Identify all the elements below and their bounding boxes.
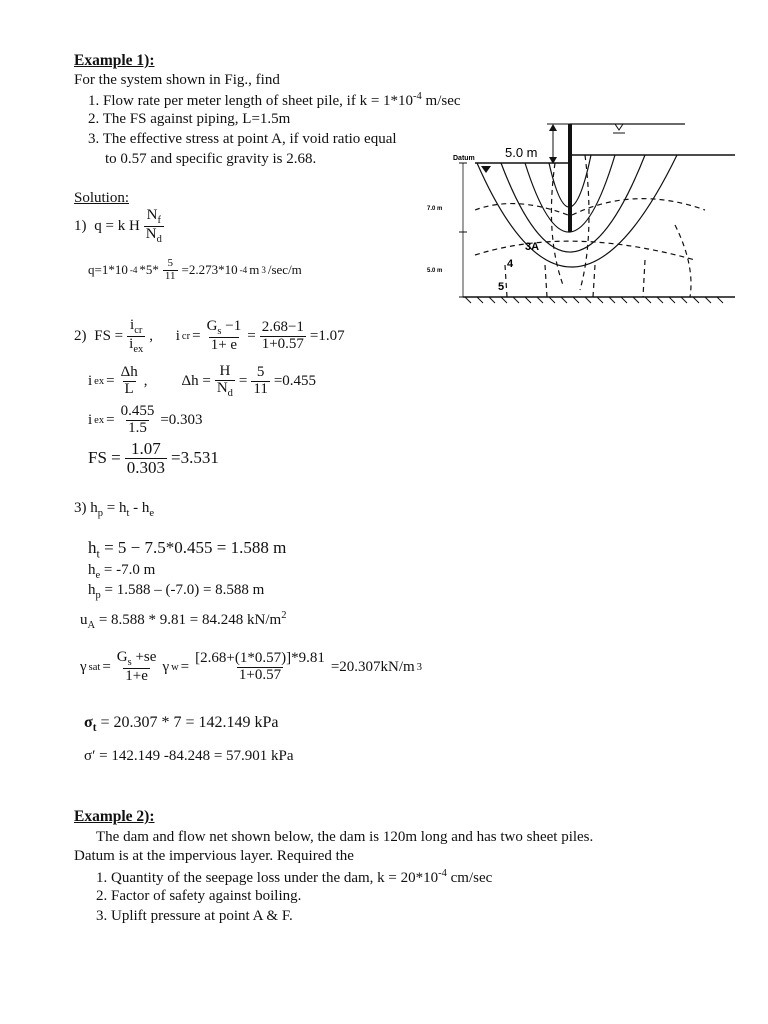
- example1-item-2: 2. The FS against piping, L=1.5m: [88, 111, 291, 127]
- step3-formula: 3) $h_p = h_t - h_e$: [74, 500, 155, 519]
- step2-iex-value: i ex = $\frac{0.455}{1.5}$ =0.303: [88, 403, 203, 436]
- point-a-label: 3A: [525, 241, 540, 253]
- example2-title: Example 2):: [74, 808, 155, 825]
- example1-intro: For the system shown in Fig., find: [74, 72, 280, 88]
- impervious-hatch: [465, 297, 723, 303]
- datum-marker: [481, 166, 491, 173]
- step2-fs-value: FS = $\frac{1.07}{0.303}$ =3.531: [88, 439, 219, 477]
- depth-label-1: 7.0 m: [427, 206, 443, 212]
- step1-formula: 1) q = k H $\frac{N_f}{N_d}$: [74, 207, 162, 246]
- example1-item-1: 1. Flow rate per meter length of sheet pile, if $k = 1*10^{-4}$ m/sec: [88, 91, 461, 109]
- sheet-pile: [568, 124, 572, 232]
- flow-net-figure: [427, 115, 735, 315]
- equipotential-4-label: 4: [507, 258, 514, 270]
- example1-title: Example 1):: [74, 52, 155, 69]
- datum-label: Datum: [453, 155, 475, 162]
- example1-item-3: 3. The effective stress at point A, if void ratio equal: [88, 131, 397, 147]
- flow-line: [477, 155, 677, 267]
- step3-ht: $h_t = 5 - 7.5*0.455 = 1.588$ m: [88, 538, 287, 561]
- step3-ua: $u_A = 8.588 * 9.81 = 84.248$ $kN/m^2$: [80, 610, 287, 631]
- gamma-sat-formula: γ sat = $\frac{G_s +se}{1+e}$ γ w = $\frac{[2.68+(1*0.57)]*9.81}{1+0.57}$ =20.307kN/m 3: [80, 649, 422, 685]
- step2-iex: i ex = $\frac{\Delta h}{L}$ , Δh = $\frac{H}{N_d}$ = $\frac{5}{11}$ =0.455: [88, 363, 317, 399]
- step2-fs: 2) FS = $\frac{i_{cr}}{i_{ex}}$ , i cr = $\frac{G_s -1}{1+ e}$ = $\frac{2.68-1}{1+0.57}$ =1.07: [74, 317, 345, 356]
- depth-label-2: 5.0 m: [427, 268, 443, 274]
- example2-item-2: 2. Factor of safety against boiling.: [96, 888, 302, 904]
- example2-item-1: 1. Quantity of the seepage loss under the dam, $k = 20*10^{-4}$ cm/sec: [96, 868, 493, 886]
- equipotential-5-label: 5: [498, 281, 505, 293]
- step3-hp: $h_p = 1.588 - (-7.0) = 8.588$ m: [88, 582, 265, 601]
- step3-he: $h_e = -7.0$ m: [88, 562, 156, 581]
- example2-intro-2: Datum is at the impervious layer. Required the: [74, 848, 354, 864]
- step1-result: q=1*10 -4 *5* $\frac{5}{11}$ =2.273*10 -4 m 3 /sec/m: [88, 257, 302, 282]
- example2-intro-1: The dam and flow net shown below, the dam is 120m long and has two sheet piles.: [96, 829, 594, 845]
- head-label: 5.0 m: [505, 145, 538, 160]
- sigma-total: $\sigma_t = 20.307 * 7 = 142.149$ kPa: [84, 714, 279, 735]
- sigma-effective: σ′ = 142.149 -84.248 = 57.901 kPa: [84, 748, 294, 764]
- example1-item-3-cont: to 0.57 and specific gravity is 2.68.: [105, 151, 317, 167]
- solution-heading: Solution:: [74, 190, 130, 206]
- example2-item-3: 3. Uplift pressure at point A & F.: [96, 908, 293, 924]
